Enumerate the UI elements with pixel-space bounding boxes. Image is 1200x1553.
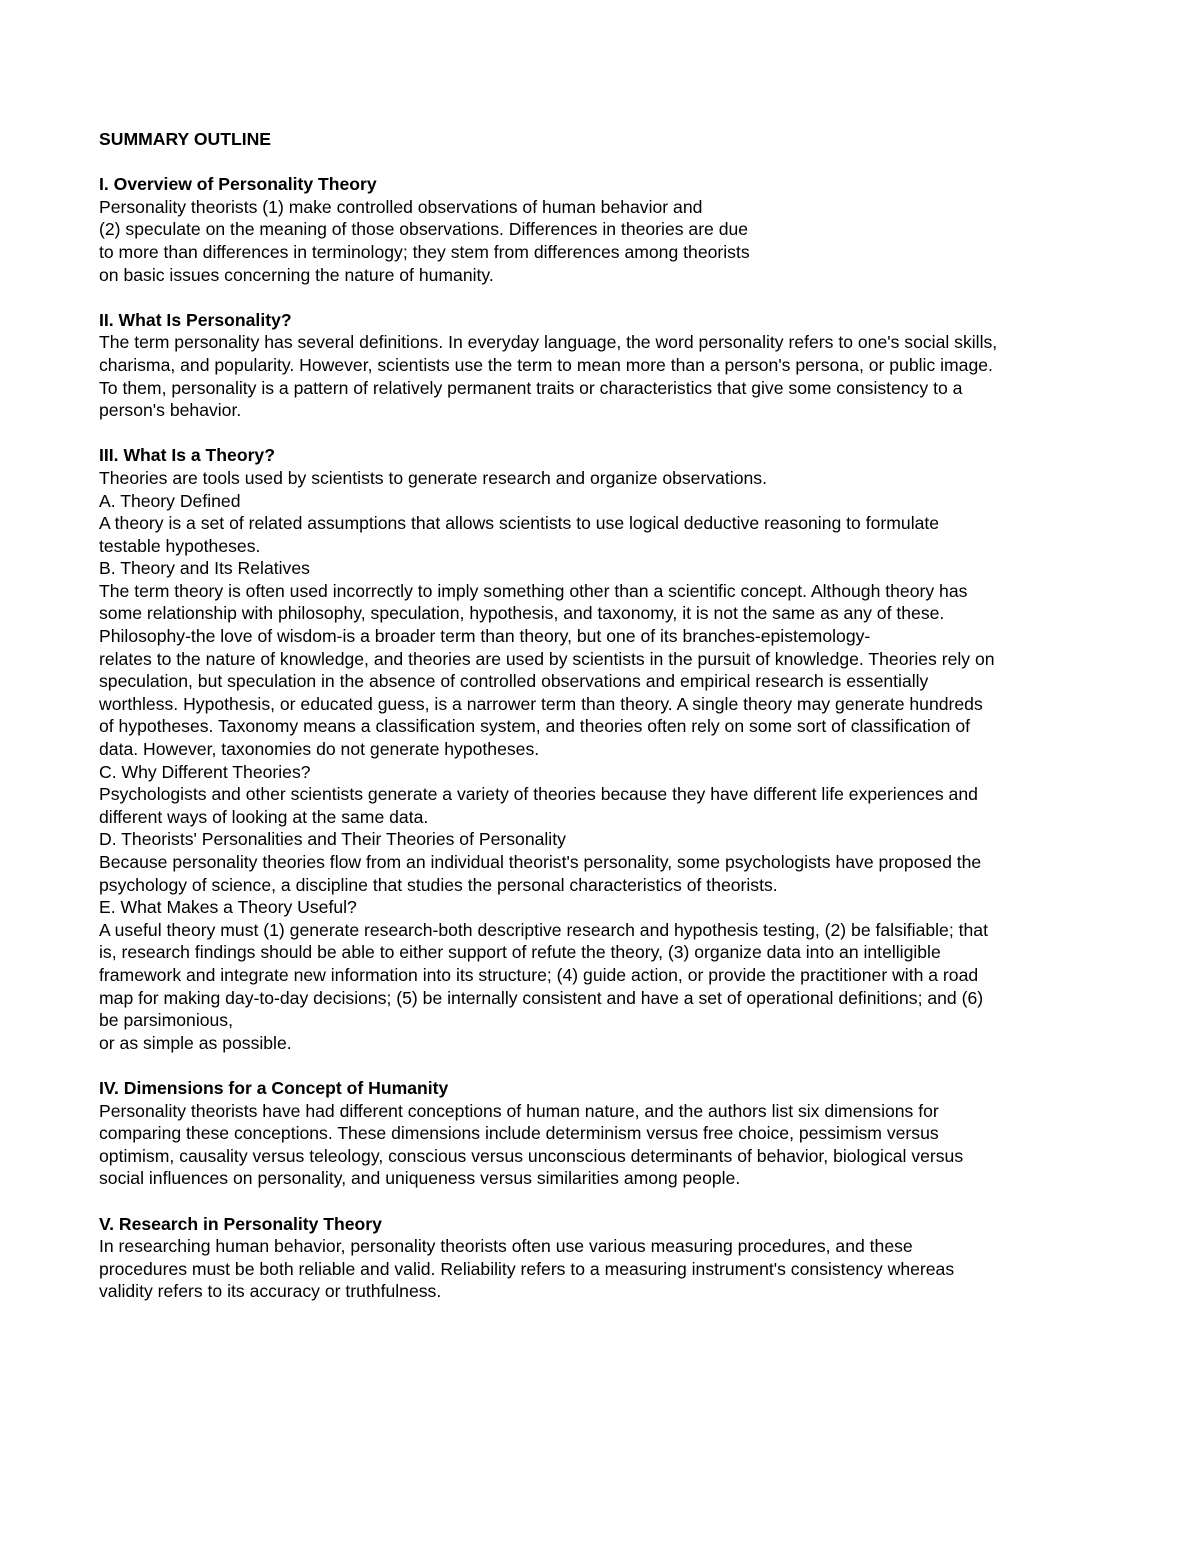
- spacer: [99, 1054, 1109, 1077]
- paragraph-line: framework and integrate new information into its structure; (4) guide action, or provide the practitioner with a road: [99, 964, 979, 985]
- document-title: SUMMARY OUTLINE: [99, 129, 272, 149]
- paragraph-line: To them, personality is a pattern of relatively permanent traits or characteristics that give some consistency to a: [99, 377, 963, 398]
- paragraph-line: optimism, causality versus teleology, conscious versus unconscious determinants of behavior, biological versus: [99, 1145, 964, 1166]
- paragraph-line: A theory is a set of related assumptions that allows scientists to use logical deductive reasoning to formulate: [99, 513, 940, 534]
- subsection-heading: B. Theory and Its Relatives: [99, 558, 310, 579]
- section-dimensions: [99, 1077, 1109, 1190]
- spacer: [99, 286, 1109, 309]
- subsection-heading: E. What Makes a Theory Useful?: [99, 897, 357, 918]
- subsection-heading: D. Theorists' Personalities and Their Theories of Personality: [99, 829, 566, 850]
- section-what-is-a-theory: [99, 444, 1109, 1054]
- spacer: [99, 151, 1109, 174]
- paragraph-line: Philosophy-the love of wisdom-is a broader term than theory, but one of its branches-epistemology-: [99, 626, 871, 647]
- paragraph-line: worthless. Hypothesis, or educated guess, is a narrower term than theory. A single theory may generate hundreds: [99, 693, 983, 714]
- paragraph-line: The term theory is often used incorrectly to imply something other than a scientific concept. Although theory has: [99, 580, 968, 601]
- paragraph-line: different ways of looking at the same data.: [99, 806, 429, 827]
- paragraph-line: on basic issues concerning the nature of humanity.: [99, 264, 494, 285]
- paragraph-line: person's behavior.: [99, 400, 242, 421]
- paragraph-line: In researching human behavior, personality theorists often use various measuring procedures, and these: [99, 1236, 913, 1257]
- section-research: [99, 1213, 1109, 1303]
- section-heading: V. Research in Personality Theory: [99, 1213, 382, 1234]
- paragraph-line: to more than differences in terminology; they stem from differences among theorists: [99, 241, 750, 262]
- paragraph-line: or as simple as possible.: [99, 1032, 292, 1053]
- paragraph-line: A useful theory must (1) generate research-both descriptive research and hypothesis testing, (2) be falsifiable; that: [99, 919, 988, 940]
- paragraph-line: The term personality has several definitions. In everyday language, the word personality refers to one's social skills,: [99, 332, 998, 353]
- spacer: [99, 1190, 1109, 1213]
- paragraph-line: relates to the nature of knowledge, and theories are used by scientists in the pursuit of knowledge. Theories rely on: [99, 648, 995, 669]
- paragraph-line: Personality theorists (1) make controlled observations of human behavior and: [99, 196, 703, 217]
- spacer: [99, 422, 1109, 445]
- paragraph-line: some relationship with philosophy, speculation, hypothesis, and taxonomy, it is not the same as any of these.: [99, 603, 945, 624]
- paragraph-line: testable hypotheses.: [99, 535, 261, 556]
- subsection-heading: C. Why Different Theories?: [99, 761, 311, 782]
- section-overview: [99, 173, 1109, 286]
- section-heading: III. What Is a Theory?: [99, 445, 275, 466]
- paragraph-line: Psychologists and other scientists generate a variety of theories because they have different life experiences and: [99, 784, 978, 805]
- paragraph-line: map for making day-to-day decisions; (5) be internally consistent and have a set of operational definitions; and (6): [99, 987, 984, 1008]
- paragraph-line: comparing these conceptions. These dimensions include determinism versus free choice, pessimism versus: [99, 1123, 939, 1144]
- paragraph-line: procedures must be both reliable and valid. Reliability refers to a measuring instrument's consistency whereas: [99, 1258, 955, 1279]
- paragraph-line: data. However, taxonomies do not generate hypotheses.: [99, 739, 540, 760]
- paragraph-line: of hypotheses. Taxonomy means a classification system, and theories often rely on some sort of classification of: [99, 716, 970, 737]
- paragraph-line: be parsimonious,: [99, 1010, 233, 1031]
- section-heading: I. Overview of Personality Theory: [99, 174, 377, 195]
- section-heading: II. What Is Personality?: [99, 309, 292, 330]
- paragraph-line: is, research findings should be able to either support of refute the theory, (3) organize data into an intelligible: [99, 942, 941, 963]
- paragraph-line: speculation, but speculation in the absence of controlled observations and empirical research is essentially: [99, 671, 929, 692]
- subsection-heading: A. Theory Defined: [99, 490, 241, 511]
- paragraph-line: social influences on personality, and uniqueness versus similarities among people.: [99, 1168, 741, 1189]
- paragraph-line: Theories are tools used by scientists to generate research and organize observations.: [99, 467, 767, 488]
- section-heading: IV. Dimensions for a Concept of Humanity: [99, 1077, 449, 1098]
- paragraph-line: Personality theorists have had different conceptions of human nature, and the authors list six dimensions for: [99, 1100, 939, 1121]
- paragraph-line: (2) speculate on the meaning of those observations. Differences in theories are due: [99, 219, 749, 240]
- paragraph-line: psychology of science, a discipline that studies the personal characteristics of theorists.: [99, 874, 778, 895]
- paragraph-line: charisma, and popularity. However, scientists use the term to mean more than a person's persona, or public image.: [99, 354, 993, 375]
- paragraph-line: validity refers to its accuracy or truthfulness.: [99, 1281, 442, 1302]
- document-body: [99, 128, 1109, 1303]
- paragraph-line: Because personality theories flow from an individual theorist's personality, some psychologists have proposed the: [99, 852, 982, 872]
- section-what-is-personality: [99, 309, 1109, 422]
